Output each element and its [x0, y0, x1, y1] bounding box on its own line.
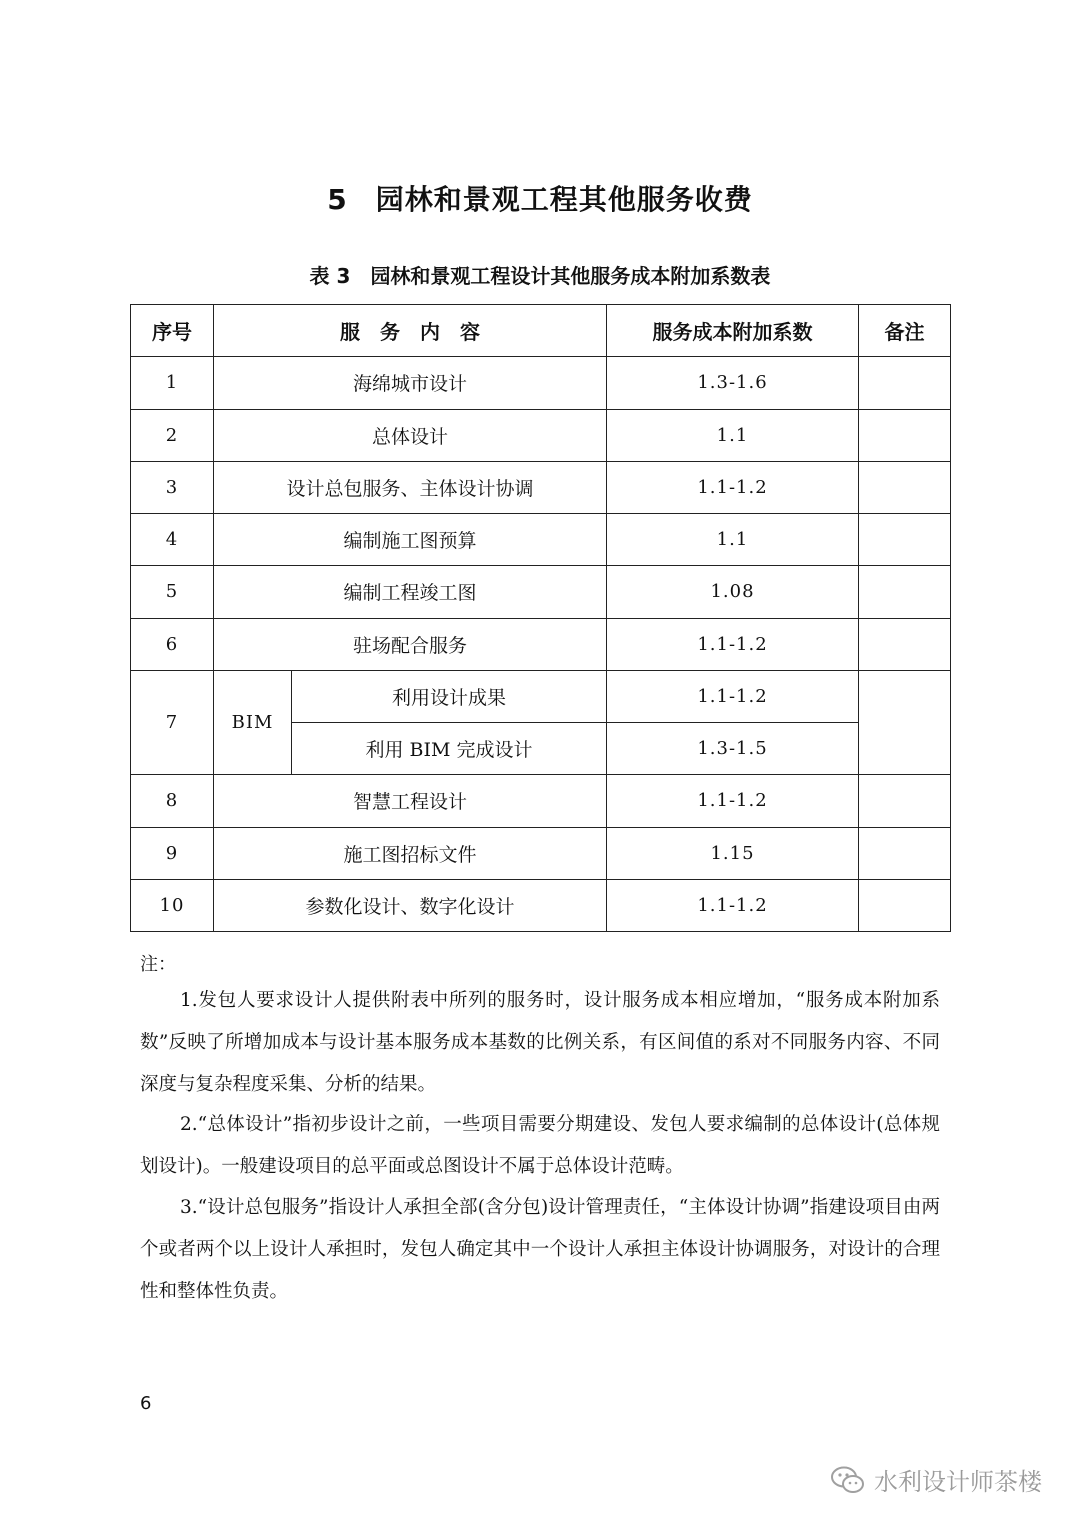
table-row — [131, 461, 951, 513]
row-index: 5 — [131, 566, 214, 618]
row-coefficient: 1.1-1.2 — [607, 461, 859, 513]
row-coefficient: 1.1-1.2 — [607, 879, 859, 931]
note-item: 3.“设计总包服务”指设计人承担全部(含分包)设计管理责任，“主体设计协调”指建设项目由两个或者两个以上设计人承担时，发包人确定其中一个设计人承担主体设计协调服务，对设计的合理性和整体性负责。 — [140, 1197, 940, 1302]
table-row — [131, 357, 951, 409]
notes-label: 注： — [140, 954, 176, 975]
row-content: 编制工程竣工图 — [214, 566, 607, 618]
bim-group-label: BIM — [214, 670, 292, 775]
row-index: 1 — [131, 357, 214, 409]
table-row — [131, 409, 951, 461]
row-content: 总体设计 — [214, 409, 607, 461]
row-remark — [859, 409, 951, 461]
row-index: 9 — [131, 827, 214, 879]
row-content: 设计总包服务、主体设计协调 — [214, 461, 607, 513]
row-coefficient: 1.3-1.6 — [607, 357, 859, 409]
row-remark — [859, 879, 951, 931]
table-row — [131, 514, 951, 566]
row-coefficient: 1.1 — [607, 514, 859, 566]
row-remark — [859, 357, 951, 409]
watermark — [830, 1462, 1042, 1497]
table-caption-number: 表 3 — [309, 264, 351, 288]
page-title — [0, 178, 1080, 218]
row-content: 参数化设计、数字化设计 — [214, 879, 607, 931]
row-content: 利用设计成果 — [292, 670, 607, 722]
row-index: 4 — [131, 514, 214, 566]
row-coefficient: 1.1-1.2 — [607, 618, 859, 670]
row-content: 编制施工图预算 — [214, 514, 607, 566]
watermark-text: 水利设计师茶楼 — [874, 1468, 1042, 1496]
row-coefficient: 1.3-1.5 — [607, 723, 859, 775]
table-row-bim — [131, 670, 951, 722]
header-index: 序号 — [131, 305, 214, 357]
section-title: 园林和景观工程其他服务收费 — [375, 183, 753, 216]
row-remark — [859, 618, 951, 670]
table-row — [131, 566, 951, 618]
table-caption-text: 园林和景观工程设计其他服务成本附加系数表 — [370, 264, 771, 288]
row-index: 2 — [131, 409, 214, 461]
note-item: 1.发包人要求设计人提供附表中所列的服务时，设计服务成本相应增加，“服务成本附加系数”反映了所增加成本与设计基本服务成本基数的比例关系，有区间值的系对不同服务内容、不同深度与复杂程度采集、分析的结果。 — [140, 990, 940, 1095]
row-index: 3 — [131, 461, 214, 513]
header-remark: 备注 — [859, 305, 951, 357]
row-remark — [859, 775, 951, 827]
row-coefficient: 1.08 — [607, 566, 859, 618]
row-remark — [859, 566, 951, 618]
table-caption — [0, 260, 1080, 289]
row-content: 海绵城市设计 — [214, 357, 607, 409]
row-coefficient: 1.1-1.2 — [607, 775, 859, 827]
row-remark — [859, 670, 951, 775]
row-coefficient: 1.1 — [607, 409, 859, 461]
row-content: 利用 BIM 完成设计 — [292, 723, 607, 775]
row-index: 7 — [131, 670, 214, 775]
row-content: 施工图招标文件 — [214, 827, 607, 879]
header-coefficient: 服务成本附加系数 — [607, 305, 859, 357]
coefficient-table — [130, 304, 951, 932]
row-coefficient: 1.15 — [607, 827, 859, 879]
table-header-row — [131, 305, 951, 357]
table-row — [131, 618, 951, 670]
table-row — [131, 775, 951, 827]
wechat-icon — [830, 1465, 866, 1495]
row-remark — [859, 461, 951, 513]
note-item: 2.“总体设计”指初步设计之前，一些项目需要分期建设、发包人要求编制的总体设计(总体规划设计)。一般建设项目的总平面或总图设计不属于总体设计范畴。 — [140, 1114, 940, 1177]
row-index: 10 — [131, 879, 214, 931]
row-remark — [859, 514, 951, 566]
page-number: 6 — [140, 1393, 152, 1414]
row-content: 驻场配合服务 — [214, 618, 607, 670]
row-index: 8 — [131, 775, 214, 827]
header-content: 服 务 内 容 — [214, 305, 607, 357]
row-index: 6 — [131, 618, 214, 670]
row-coefficient: 1.1-1.2 — [607, 670, 859, 722]
table-row — [131, 879, 951, 931]
section-number: 5 — [327, 183, 348, 216]
row-remark — [859, 827, 951, 879]
table-row — [131, 827, 951, 879]
row-content: 智慧工程设计 — [214, 775, 607, 827]
